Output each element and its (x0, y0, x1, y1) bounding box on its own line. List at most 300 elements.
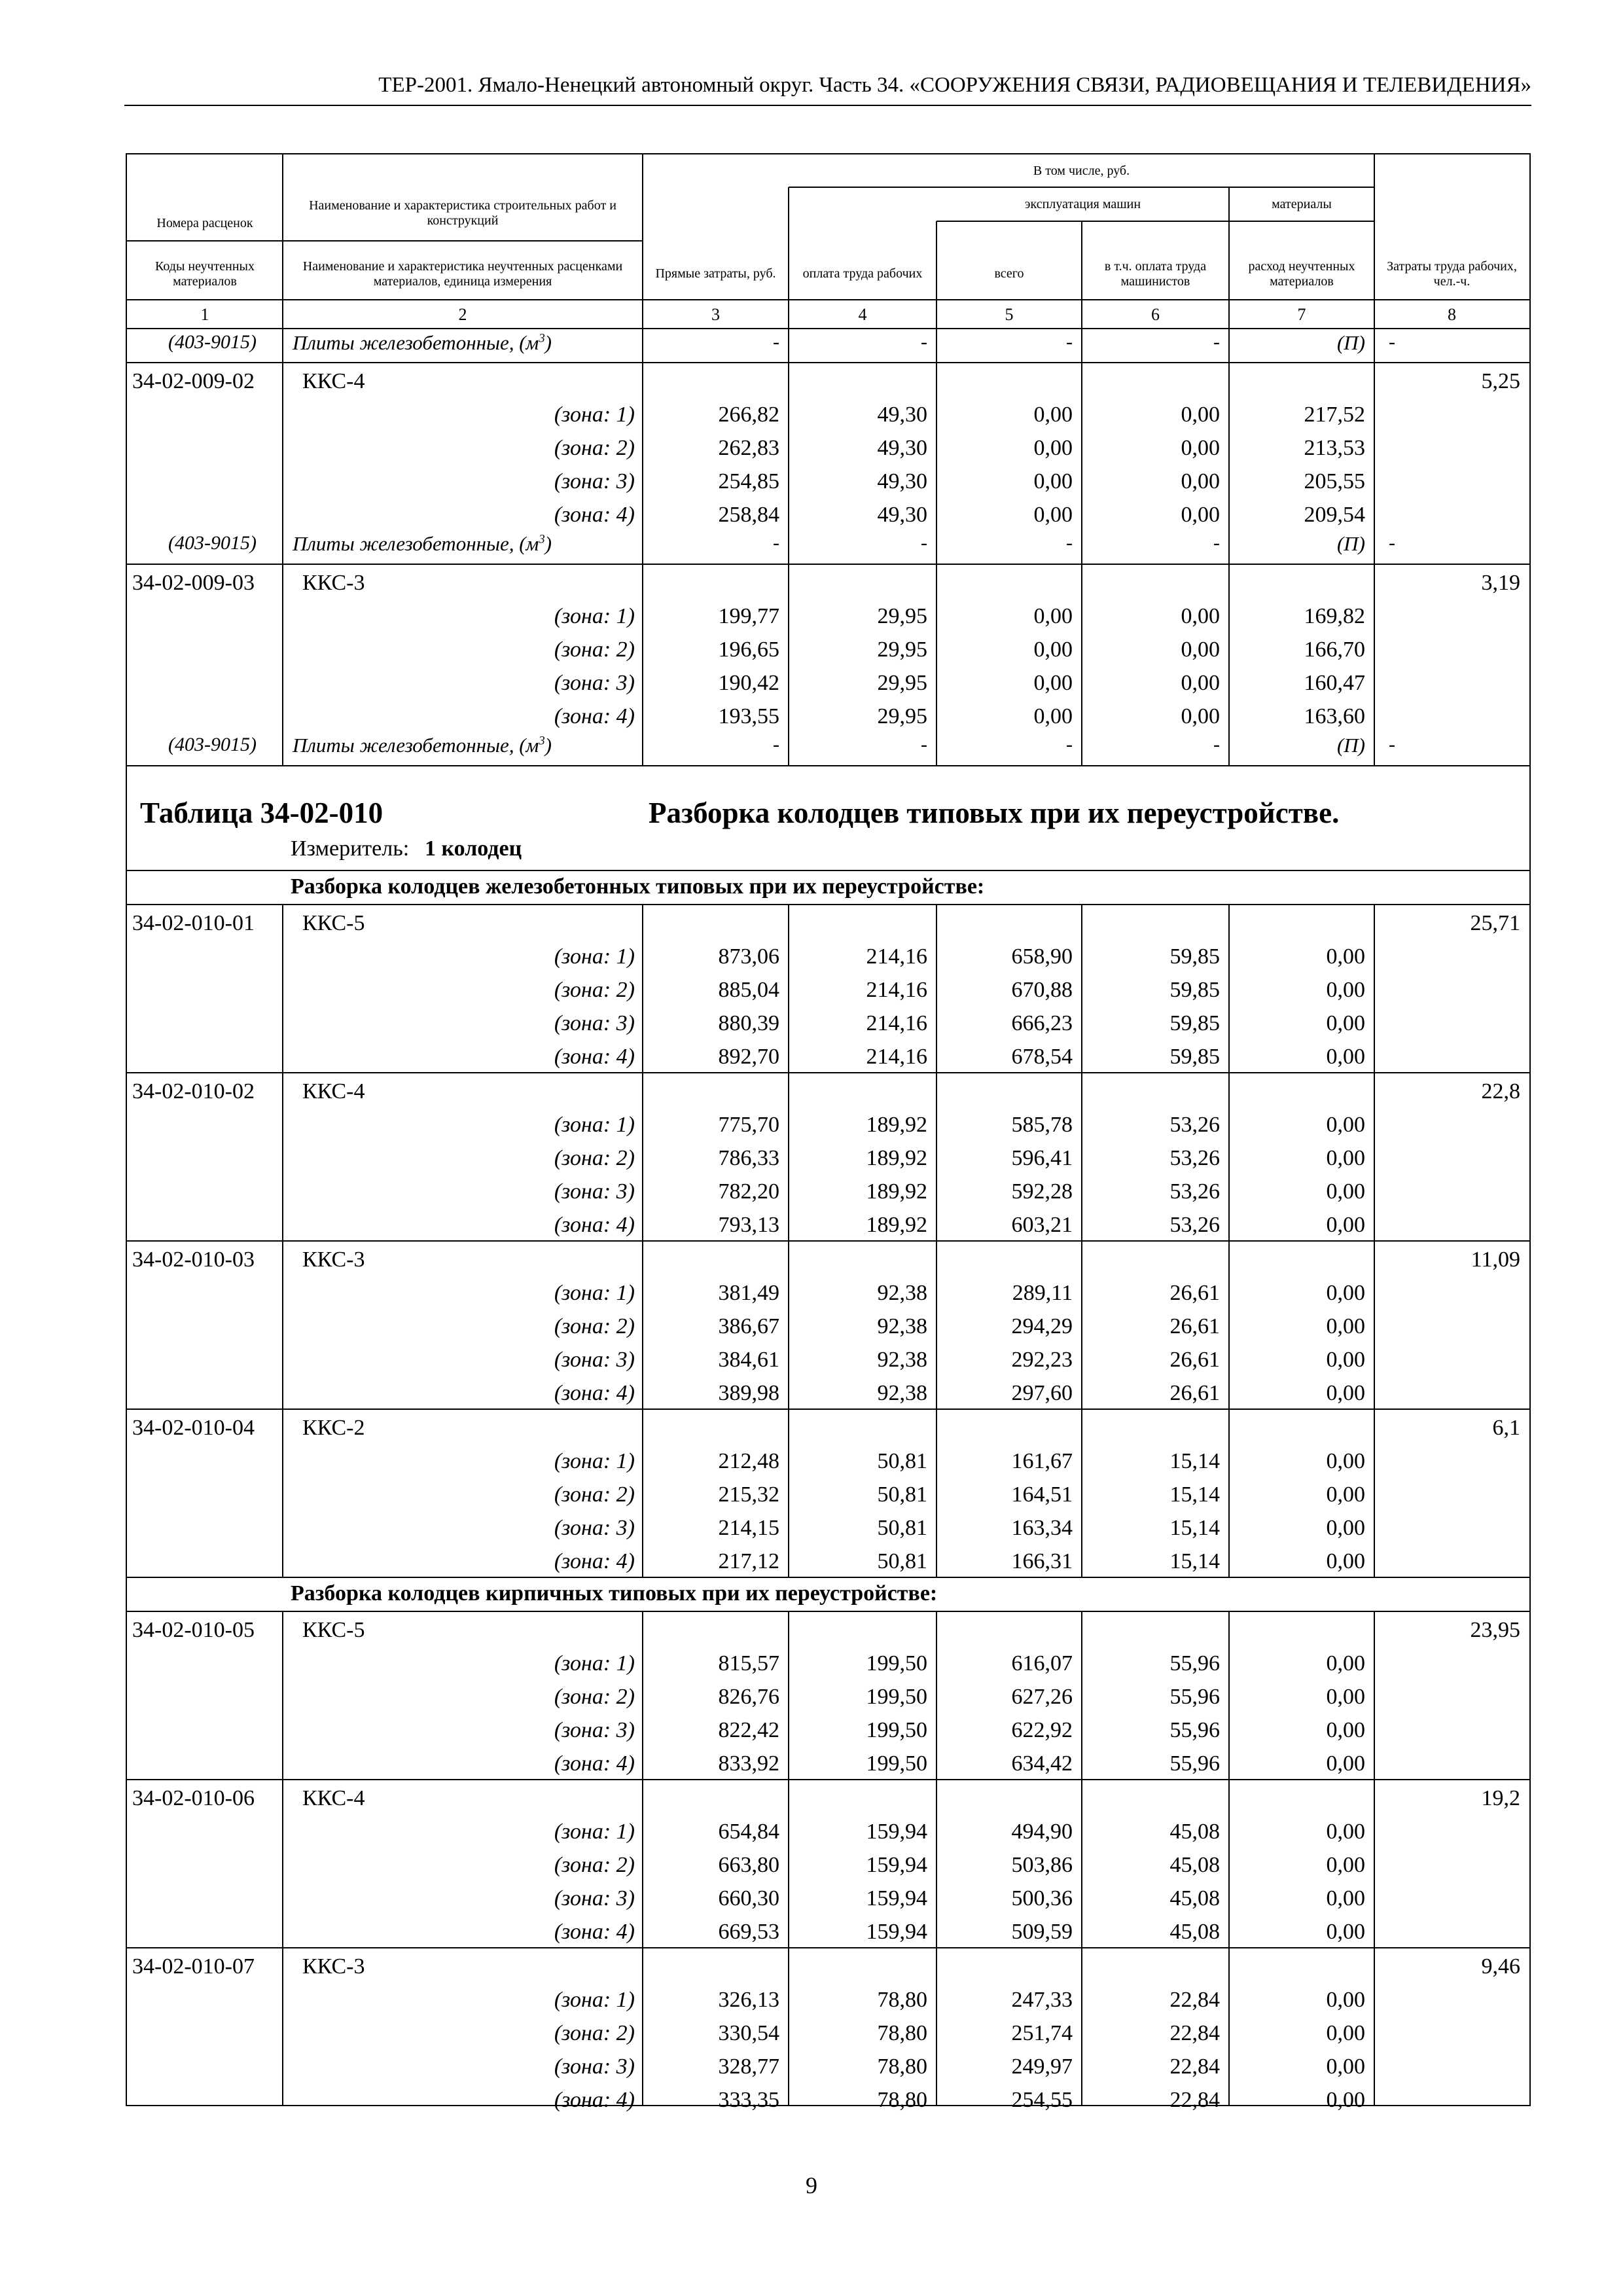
zone-label: (зона: 1) (554, 944, 635, 969)
value-cell: 0,00 (1326, 1449, 1365, 1473)
value-cell: 214,15 (718, 1516, 779, 1540)
value-cell: 627,26 (1011, 1685, 1073, 1709)
zone-label: (зона: 3) (554, 1179, 635, 1204)
header-material-name: Наименование и характеристика неучтенных расценками материалов, единица измерения (302, 259, 623, 289)
header-group-incl: В том числе, руб. (1033, 163, 1130, 178)
value-cell: 59,85 (1169, 978, 1220, 1002)
value-cell: 333,35 (718, 2088, 779, 2112)
dash-cell: - (1066, 532, 1073, 554)
zone-label: (зона: 2) (554, 1314, 635, 1338)
value-cell: 53,26 (1169, 1113, 1220, 1137)
grid-line (642, 1611, 643, 2105)
rate-name: ККС-4 (302, 1079, 365, 1103)
running-header: ТЕР-2001. Ямало-Ненецкий автономный округ. Часть 34. «СООРУЖЕНИЯ СВЯЗИ, РАДИОВЕЩАНИЯ И ТЕЛЕВИДЕНИЯ» (378, 73, 1531, 97)
grid-line (1228, 329, 1230, 766)
grid-line (936, 905, 937, 1577)
value-cell: 500,36 (1011, 1886, 1073, 1910)
value-cell: 0,00 (1326, 978, 1365, 1002)
value-cell: 826,76 (718, 1685, 779, 1709)
grid-line (642, 154, 643, 329)
value-cell: 26,61 (1169, 1381, 1220, 1405)
labor-hours: 19,2 (1481, 1786, 1520, 1810)
dash-cell: - (1213, 532, 1220, 554)
header-machines: эксплуатация машин (1024, 196, 1141, 211)
value-cell: 294,29 (1011, 1314, 1073, 1338)
grid-line (282, 1611, 283, 2105)
grid-line (936, 1611, 937, 2105)
value-cell: 603,21 (1011, 1213, 1073, 1237)
zone-label: (зона: 1) (554, 1651, 635, 1676)
grid-line (282, 329, 283, 766)
value-cell: 214,16 (866, 978, 927, 1002)
rate-code: 34-02-010-04 (132, 1416, 255, 1440)
header-labor-hours: Затраты труда рабочих, чел.-ч. (1387, 259, 1517, 289)
grid-line (127, 1408, 1529, 1410)
value-cell: 0,00 (1326, 1853, 1365, 1877)
zone-label: (зона: 4) (554, 1751, 635, 1776)
zone-label: (зона: 4) (554, 1213, 635, 1237)
value-cell: 0,00 (1326, 1348, 1365, 1372)
value-cell: 53,26 (1169, 1146, 1220, 1170)
value-cell: 55,96 (1169, 1651, 1220, 1676)
value-cell: 254,55 (1011, 2088, 1073, 2112)
value-cell: 78,80 (877, 2088, 927, 2112)
zone-label: (зона: 1) (554, 1113, 635, 1137)
value-cell: 384,61 (718, 1348, 779, 1372)
value-cell: 78,80 (877, 2021, 927, 2045)
value-cell: 78,80 (877, 2054, 927, 2079)
value-cell: 45,08 (1169, 1886, 1220, 1910)
column-number: 8 (1448, 305, 1456, 324)
value-cell: 292,23 (1011, 1348, 1073, 1372)
zone-label: (зона: 1) (554, 604, 635, 628)
value-cell: 53,26 (1169, 1179, 1220, 1204)
value-cell: 249,97 (1011, 2054, 1073, 2079)
value-cell: 389,98 (718, 1381, 779, 1405)
dash-cell: - (773, 734, 779, 755)
column-number: 4 (858, 305, 867, 324)
value-cell: 622,92 (1011, 1718, 1073, 1742)
material-code: (403-9015) (168, 734, 257, 755)
value-cell: 262,83 (718, 436, 779, 460)
value-cell: 50,81 (877, 1482, 927, 1507)
value-cell: 0,00 (1326, 1314, 1365, 1338)
value-cell: 592,28 (1011, 1179, 1073, 1204)
value-cell: 254,85 (718, 469, 779, 493)
value-cell: 92,38 (877, 1281, 927, 1305)
section-title: Разборка колодцев железобетонных типовых при их переустройстве: (291, 874, 985, 899)
value-cell: 381,49 (718, 1281, 779, 1305)
value-cell: 266,82 (718, 403, 779, 427)
material-name (293, 332, 639, 359)
value-cell: 190,42 (718, 671, 779, 695)
dash-cell: - (773, 331, 779, 353)
grid-line (936, 221, 937, 329)
value-cell: 330,54 (718, 2021, 779, 2045)
grid-line (1374, 329, 1375, 766)
material-name (293, 533, 639, 560)
grid-line (127, 1577, 1529, 1578)
zone-label: (зона: 2) (554, 436, 635, 460)
value-cell: 663,80 (718, 1853, 779, 1877)
value-cell: 214,16 (866, 944, 927, 969)
value-cell: 92,38 (877, 1348, 927, 1372)
grid-line (127, 1947, 1529, 1948)
value-cell: 0,00 (1326, 1751, 1365, 1776)
value-cell: 666,23 (1011, 1011, 1073, 1035)
grid-line (127, 1072, 1529, 1073)
zone-label: (зона: 2) (554, 2021, 635, 2045)
value-cell: 0,00 (1326, 1281, 1365, 1305)
value-cell: 775,70 (718, 1113, 779, 1137)
value-cell: 0,00 (1326, 2088, 1365, 2112)
value-cell: 78,80 (877, 1988, 927, 2012)
rate-code: 34-02-009-02 (132, 369, 255, 393)
value-cell: 50,81 (877, 1549, 927, 1573)
value-cell: 215,32 (718, 1482, 779, 1507)
header-rate-numbers: Номера расценок (156, 215, 253, 230)
value-cell: 0,00 (1181, 671, 1220, 695)
grid-line (788, 905, 789, 1577)
value-cell: 163,60 (1304, 704, 1365, 728)
value-cell: 15,14 (1169, 1549, 1220, 1573)
value-cell: 169,82 (1304, 604, 1365, 628)
zone-label: (зона: 1) (554, 403, 635, 427)
unit-power: 3 (539, 331, 545, 346)
column-number: 5 (1005, 305, 1014, 324)
meter-label: Измеритель: (291, 836, 410, 861)
grid-line (1374, 1611, 1375, 2105)
zone-label: (зона: 2) (554, 1685, 635, 1709)
grid-line (1374, 905, 1375, 1577)
grid-line (1374, 154, 1375, 329)
material-p-mark: (П) (1336, 734, 1365, 757)
grid-line (127, 362, 1529, 363)
grid-line (127, 299, 1529, 300)
zone-label: (зона: 1) (554, 1281, 635, 1305)
header-direct-costs: Прямые затраты, руб. (655, 266, 776, 281)
value-cell: 503,86 (1011, 1853, 1073, 1877)
column-number: 1 (200, 305, 209, 324)
value-cell: 92,38 (877, 1314, 927, 1338)
value-cell: 251,74 (1011, 2021, 1073, 2045)
zone-label: (зона: 1) (554, 1988, 635, 2012)
value-cell: 49,30 (877, 503, 927, 527)
labor-hours: 25,71 (1470, 911, 1520, 935)
zone-label: (зона: 3) (554, 469, 635, 493)
value-cell: 0,00 (1326, 1988, 1365, 2012)
value-cell: 59,85 (1169, 1045, 1220, 1069)
column-number: 2 (458, 305, 467, 324)
value-cell: 0,00 (1326, 1718, 1365, 1742)
dash-cell: - (1066, 734, 1073, 755)
rate-name: ККС-3 (302, 1954, 365, 1979)
value-cell: 205,55 (1304, 469, 1365, 493)
value-cell: 0,00 (1326, 1549, 1365, 1573)
value-cell: 509,59 (1011, 1920, 1073, 1944)
material-name-text: Плиты железобетонные, (м (293, 734, 539, 757)
value-cell: 0,00 (1033, 503, 1073, 527)
value-cell: 0,00 (1181, 704, 1220, 728)
zone-label: (зона: 2) (554, 978, 635, 1002)
value-cell: 247,33 (1011, 1988, 1073, 2012)
value-cell: 793,13 (718, 1213, 779, 1237)
value-cell: 0,00 (1033, 436, 1073, 460)
value-cell: 815,57 (718, 1651, 779, 1676)
value-cell: 22,84 (1169, 2088, 1220, 2112)
grid-line (127, 765, 1529, 766)
zone-label: (зона: 3) (554, 671, 635, 695)
header-machinists-pay: в т.ч. оплата труда машинистов (1104, 259, 1207, 289)
value-cell: 786,33 (718, 1146, 779, 1170)
value-cell: 0,00 (1181, 503, 1220, 527)
grid-line (1228, 905, 1230, 1577)
dash-cell: - (1213, 734, 1220, 755)
value-cell: 297,60 (1011, 1381, 1073, 1405)
labor-hours: 11,09 (1471, 1247, 1520, 1272)
value-cell: 45,08 (1169, 1853, 1220, 1877)
dash-cell: - (921, 331, 927, 353)
header-unaccounted-materials: расход неучтенных материалов (1248, 259, 1355, 289)
grid-line (127, 1779, 1529, 1780)
rate-name: ККС-3 (302, 1247, 365, 1272)
rate-code: 34-02-009-03 (132, 571, 255, 595)
material-code: (403-9015) (168, 331, 257, 353)
zone-label: (зона: 4) (554, 1920, 635, 1944)
value-cell: 209,54 (1304, 503, 1365, 527)
unit-power: 3 (539, 734, 545, 748)
meter-value: 1 колодец (425, 836, 522, 861)
value-cell: 0,00 (1326, 1381, 1365, 1405)
value-cell: 0,00 (1326, 1920, 1365, 1944)
value-cell: 0,00 (1326, 1011, 1365, 1035)
rate-code: 34-02-010-07 (132, 1954, 255, 1979)
value-cell: 0,00 (1033, 403, 1073, 427)
value-cell: 49,30 (877, 436, 927, 460)
dash-cell: - (1213, 331, 1220, 353)
grid-line (282, 905, 283, 1577)
header-labor-pay: оплата труда рабочих (802, 266, 923, 281)
rate-code: 34-02-010-06 (132, 1786, 255, 1810)
rate-code: 34-02-010-03 (132, 1247, 255, 1272)
value-cell: 585,78 (1011, 1113, 1073, 1137)
zone-label: (зона: 3) (554, 1516, 635, 1540)
rate-name: ККС-5 (302, 911, 365, 935)
grid-line (936, 329, 937, 766)
value-cell: 0,00 (1326, 1516, 1365, 1540)
value-cell: 189,92 (866, 1146, 927, 1170)
value-cell: 196,65 (718, 637, 779, 662)
value-cell: 596,41 (1011, 1146, 1073, 1170)
grid-line (936, 221, 1374, 222)
dash-cell: - (1389, 532, 1395, 554)
value-cell: 833,92 (718, 1751, 779, 1776)
value-cell: 45,08 (1169, 1820, 1220, 1844)
zone-label: (зона: 1) (554, 1449, 635, 1473)
value-cell: 892,70 (718, 1045, 779, 1069)
value-cell: 213,53 (1304, 436, 1365, 460)
value-cell: 166,70 (1304, 637, 1365, 662)
value-cell: 0,00 (1326, 1179, 1365, 1204)
value-cell: 0,00 (1326, 1113, 1365, 1137)
value-cell: 660,30 (718, 1886, 779, 1910)
value-cell: 217,12 (718, 1549, 779, 1573)
material-name (293, 735, 639, 761)
value-cell: 0,00 (1033, 637, 1073, 662)
dash-cell: - (1066, 331, 1073, 353)
value-cell: 166,31 (1011, 1549, 1073, 1573)
grid-line (127, 904, 1529, 905)
value-cell: 55,96 (1169, 1685, 1220, 1709)
estimate-table (126, 153, 1531, 2112)
value-cell: 199,50 (866, 1718, 927, 1742)
value-cell: 0,00 (1181, 469, 1220, 493)
grid-line (789, 187, 1374, 188)
value-cell: 161,67 (1011, 1449, 1073, 1473)
value-cell: 159,94 (866, 1886, 927, 1910)
value-cell: 0,00 (1326, 1886, 1365, 1910)
zone-label: (зона: 4) (554, 2088, 635, 2112)
value-cell: 199,50 (866, 1751, 927, 1776)
dash-cell: - (921, 734, 927, 755)
value-cell: 189,92 (866, 1113, 927, 1137)
table-title: Разборка колодцев типовых при их переустройстве. (649, 797, 1340, 829)
value-cell: 199,50 (866, 1651, 927, 1676)
grid-line (127, 564, 1529, 565)
value-cell: 26,61 (1169, 1314, 1220, 1338)
zone-label: (зона: 4) (554, 1045, 635, 1069)
value-cell: 26,61 (1169, 1281, 1220, 1305)
value-cell: 0,00 (1326, 1820, 1365, 1844)
column-number: 7 (1297, 305, 1306, 324)
value-cell: 49,30 (877, 469, 927, 493)
value-cell: 258,84 (718, 503, 779, 527)
dash-cell: - (773, 532, 779, 554)
rate-code: 34-02-010-05 (132, 1618, 255, 1642)
value-cell: 22,84 (1169, 2021, 1220, 2045)
grid-line (1228, 187, 1230, 329)
value-cell: 386,67 (718, 1314, 779, 1338)
material-name-end: ) (544, 734, 552, 757)
header-work-name: Наименование и характеристика строительных работ и конструкций (309, 198, 616, 228)
grid-line (1081, 905, 1082, 1577)
zone-label: (зона: 2) (554, 637, 635, 662)
value-cell: 822,42 (718, 1718, 779, 1742)
value-cell: 0,00 (1326, 1146, 1365, 1170)
value-cell: 658,90 (1011, 944, 1073, 969)
grid-line (127, 328, 1529, 329)
zone-label: (зона: 3) (554, 2054, 635, 2079)
value-cell: 189,92 (866, 1213, 927, 1237)
value-cell: 669,53 (718, 1920, 779, 1944)
value-cell: 0,00 (1326, 1213, 1365, 1237)
value-cell: 49,30 (877, 403, 927, 427)
value-cell: 0,00 (1326, 944, 1365, 969)
value-cell: 494,90 (1011, 1820, 1073, 1844)
value-cell: 29,95 (877, 671, 927, 695)
value-cell: 0,00 (1181, 403, 1220, 427)
value-cell: 0,00 (1181, 637, 1220, 662)
grid-line (1081, 1611, 1082, 2105)
dash-cell: - (921, 532, 927, 554)
value-cell: 885,04 (718, 978, 779, 1002)
value-cell: 0,00 (1326, 2054, 1365, 2079)
value-cell: 654,84 (718, 1820, 779, 1844)
grid-line (127, 870, 1529, 871)
value-cell: 670,88 (1011, 978, 1073, 1002)
grid-line (788, 329, 789, 766)
value-cell: 45,08 (1169, 1920, 1220, 1944)
zone-label: (зона: 3) (554, 1718, 635, 1742)
column-number: 6 (1151, 305, 1160, 324)
value-cell: 55,96 (1169, 1751, 1220, 1776)
unit-power: 3 (539, 532, 545, 547)
grid-line (788, 1611, 789, 2105)
grid-line (642, 905, 643, 1577)
section-title: Разборка колодцев кирпичных типовых при их переустройстве: (291, 1581, 938, 1605)
rate-code: 34-02-010-02 (132, 1079, 255, 1103)
rate-name: ККС-3 (302, 571, 365, 595)
material-name-end: ) (544, 532, 552, 555)
value-cell: 634,42 (1011, 1751, 1073, 1776)
value-cell: 15,14 (1169, 1449, 1220, 1473)
rate-name: ККС-4 (302, 1786, 365, 1810)
value-cell: 0,00 (1033, 704, 1073, 728)
value-cell: 199,77 (718, 604, 779, 628)
zone-label: (зона: 4) (554, 1381, 635, 1405)
zone-label: (зона: 2) (554, 1853, 635, 1877)
zone-label: (зона: 1) (554, 1820, 635, 1844)
grid-line (1081, 221, 1082, 329)
value-cell: 59,85 (1169, 944, 1220, 969)
value-cell: 29,95 (877, 637, 927, 662)
value-cell: 26,61 (1169, 1348, 1220, 1372)
rate-name: ККС-5 (302, 1618, 365, 1642)
grid-line (1228, 1611, 1230, 2105)
labor-hours: 22,8 (1481, 1079, 1520, 1103)
value-cell: 15,14 (1169, 1516, 1220, 1540)
labor-hours: 9,46 (1481, 1954, 1520, 1979)
value-cell: 59,85 (1169, 1011, 1220, 1035)
zone-label: (зона: 4) (554, 503, 635, 527)
value-cell: 328,77 (718, 2054, 779, 2079)
value-cell: 50,81 (877, 1449, 927, 1473)
zone-label: (зона: 4) (554, 704, 635, 728)
value-cell: 163,34 (1011, 1516, 1073, 1540)
value-cell: 873,06 (718, 944, 779, 969)
dash-cell: - (1389, 734, 1395, 755)
labor-hours: 6,1 (1492, 1416, 1520, 1440)
grid-line (282, 154, 283, 329)
value-cell: 159,94 (866, 1820, 927, 1844)
value-cell: 212,48 (718, 1449, 779, 1473)
value-cell: 678,54 (1011, 1045, 1073, 1069)
grid-line (642, 329, 643, 766)
value-cell: 214,16 (866, 1011, 927, 1035)
rate-name: ККС-4 (302, 369, 365, 393)
grid-line (788, 187, 789, 329)
value-cell: 217,52 (1304, 403, 1365, 427)
value-cell: 159,94 (866, 1920, 927, 1944)
zone-label: (зона: 3) (554, 1348, 635, 1372)
grid-line (127, 1611, 1529, 1612)
dash-cell: - (1389, 331, 1395, 353)
value-cell: 159,94 (866, 1853, 927, 1877)
value-cell: 0,00 (1326, 1482, 1365, 1507)
value-cell: 782,20 (718, 1179, 779, 1204)
value-cell: 29,95 (877, 704, 927, 728)
value-cell: 0,00 (1181, 604, 1220, 628)
